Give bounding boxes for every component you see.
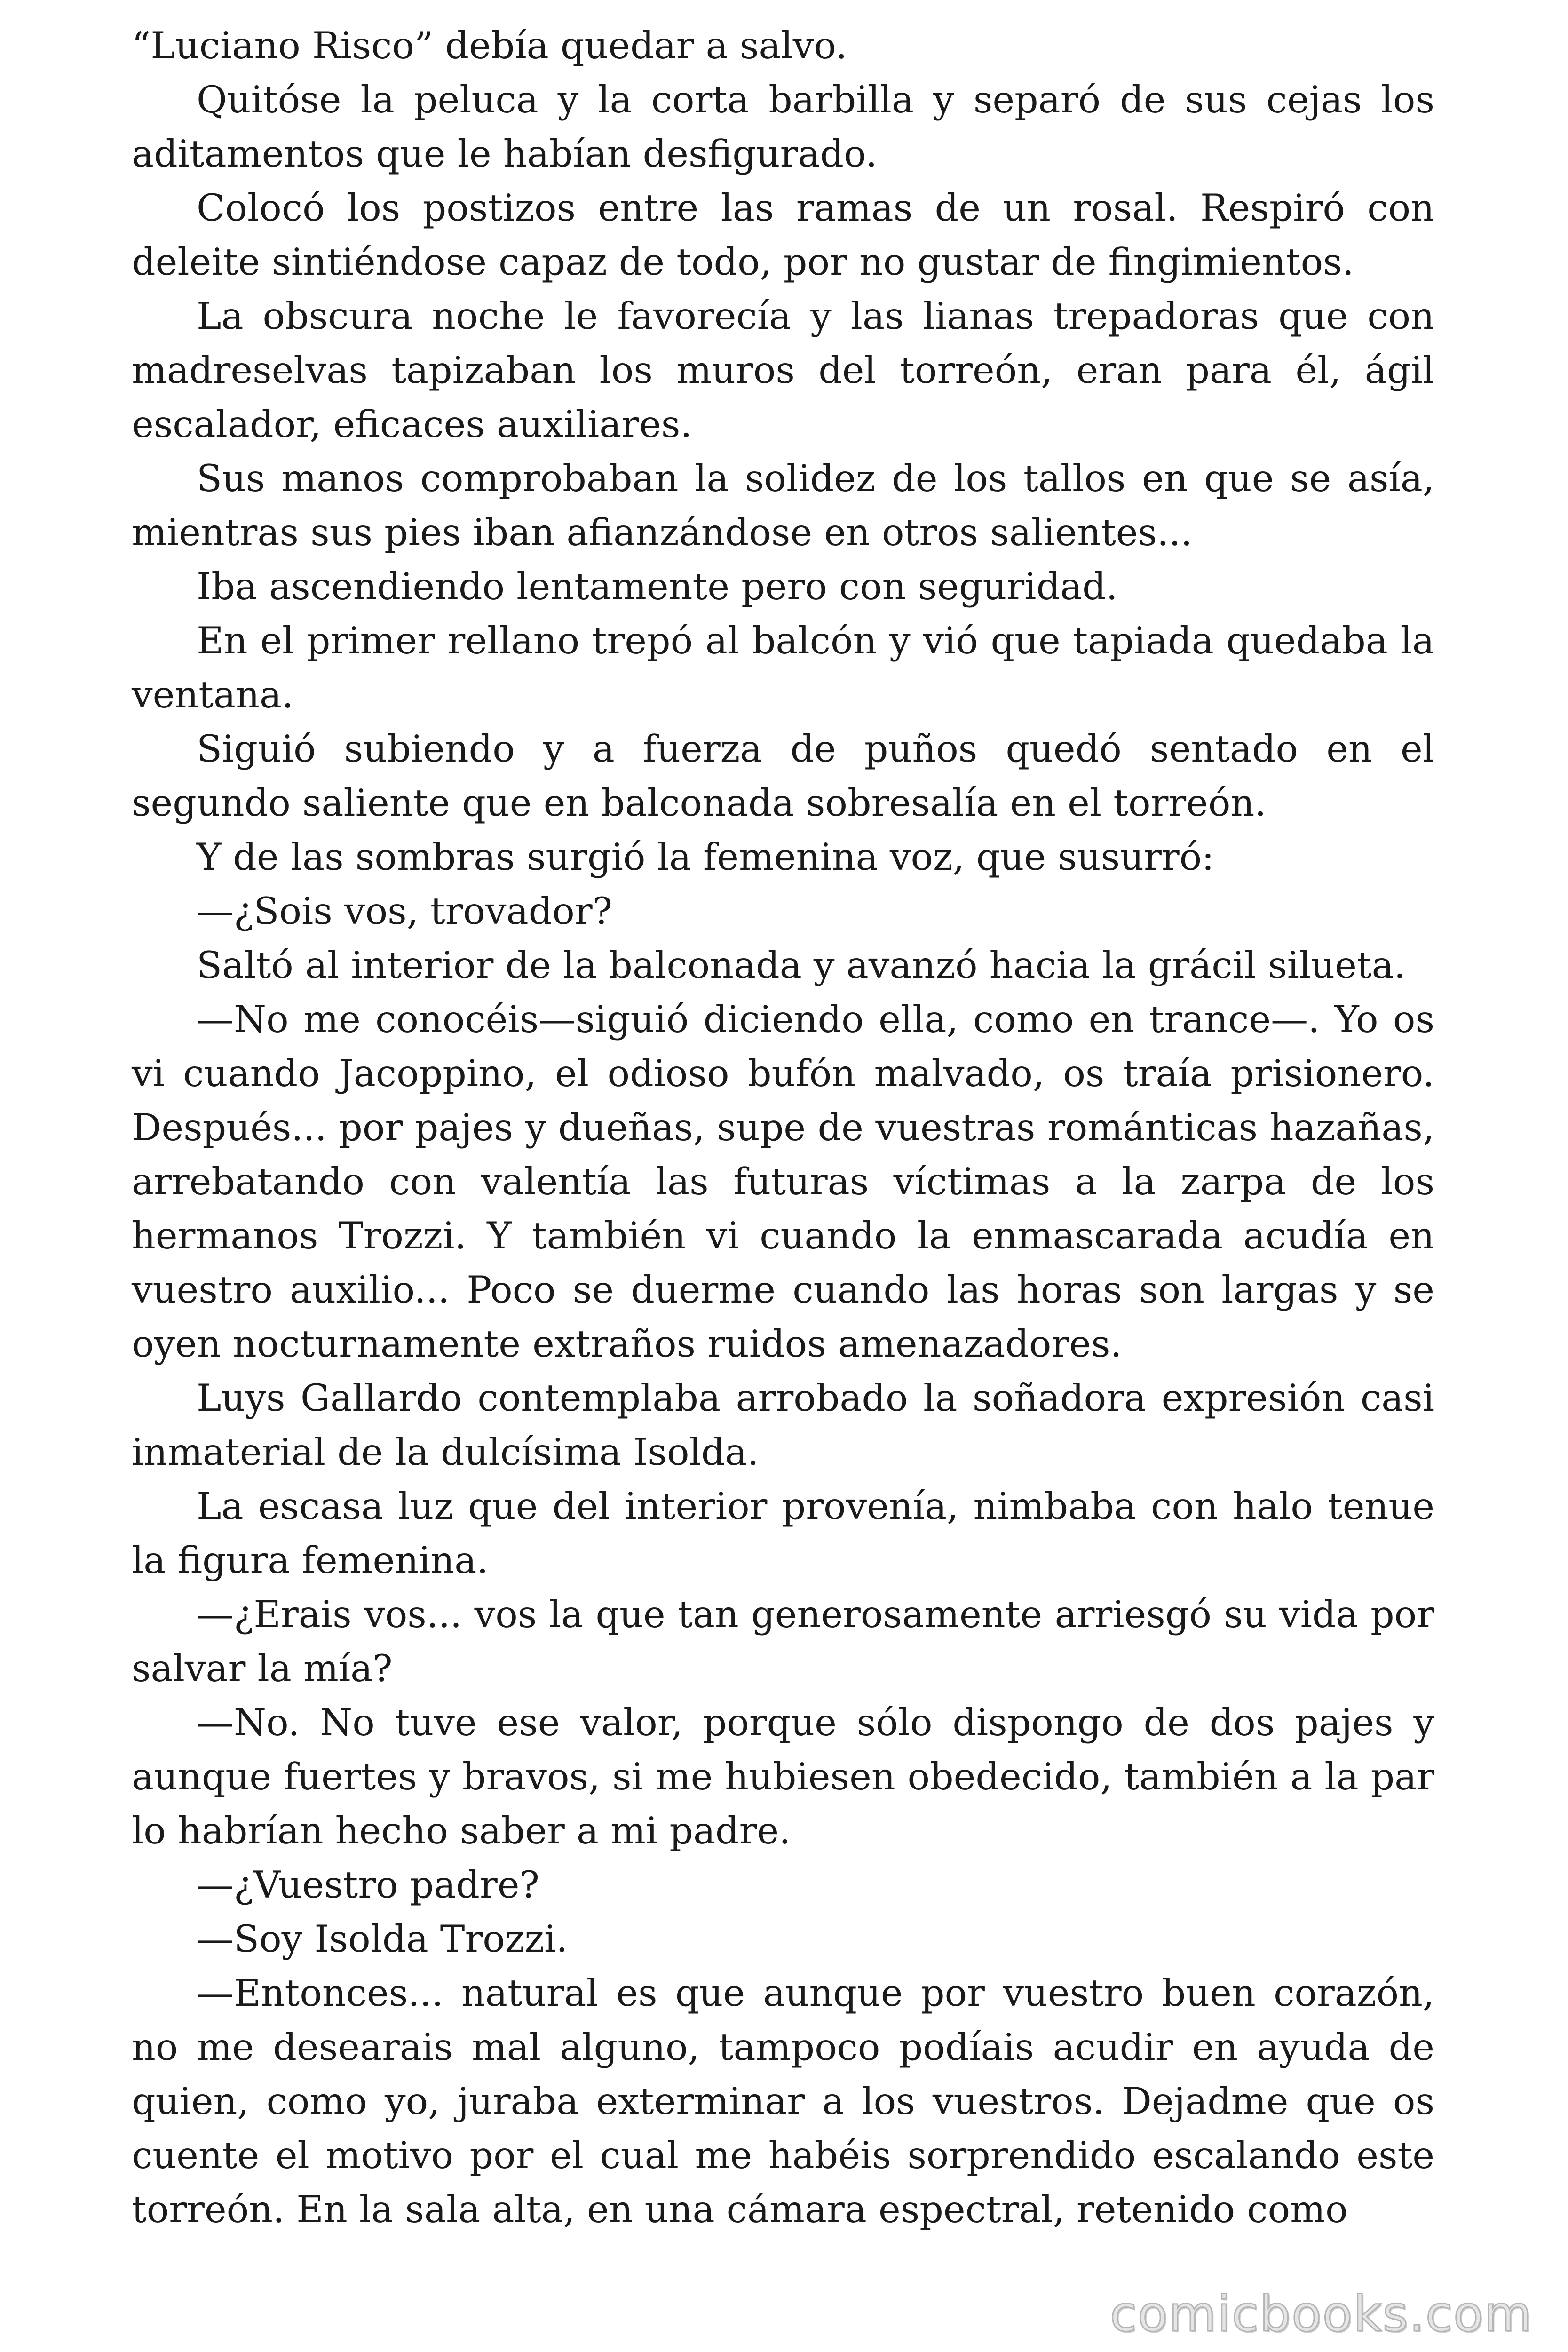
paragraph: “Luciano Risco” debía quedar a salvo. — [132, 24, 847, 67]
paragraph: Colocó los postizos entre las ramas de un rosal. Respiró con deleite sintiéndose capaz de todo, por no gustar de fingimientos. — [132, 186, 1434, 284]
paragraph: Quitóse la peluca y la corta barbilla y separó de sus cejas los aditamentos que le habían desfigurado. — [132, 78, 1434, 175]
paragraph: —¿Sois vos, trovador? — [197, 890, 612, 933]
text-column — [132, 19, 1434, 2237]
paragraph: Iba ascendiendo lentamente pero con seguridad. — [197, 565, 1118, 608]
paragraph: La obscura noche le favorecía y las lianas trepadoras que con madreselvas tapizaban los muros del torreón, eran para él, ágil escalador, eficaces auxiliares. — [132, 294, 1434, 446]
paragraph: En el primer rellano trepó al balcón y vió que tapiada quedaba la ventana. — [132, 619, 1434, 716]
paragraph: —Entonces... natural es que aunque por vuestro buen corazón, no me desearais mal alguno, tampoco podíais acudir en ayuda de quien, como yo, juraba exterminar a los vuestros. Dejadme que os cuente el motivo por el cual me habéis sorprendido escalando este torreón. En la sala alta, en una cámara espectral, retenido como — [132, 1971, 1434, 2231]
paragraph: —No me conocéis—siguió diciendo ella, como en trance—. Yo os vi cuando Jacoppino, el odioso bufón malvado, os traía prisionero. Después... por pajes y dueñas, supe de vuestras románticas hazañas, arrebatando con valentía las futuras víctimas a la zarpa de los hermanos Trozzi. Y también vi cuando la enmascarada acudía en vuestro auxilio... Poco se duerme cuando las horas son largas y se oyen nocturnamente extraños ruidos amenazadores. — [132, 998, 1434, 1366]
paragraph: Luys Gallardo contemplaba arrobado la soñadora expresión casi inmaterial de la dulcísima Isolda. — [132, 1376, 1434, 1474]
paragraph: La escasa luz que del interior provenía, nimbaba con halo tenue la figura femenina. — [132, 1485, 1434, 1582]
paragraph: —¿Vuestro padre? — [197, 1863, 539, 1907]
paragraph: Siguió subiendo y a fuerza de puños quedó sentado en el segundo saliente que en balconada sobresalía en el torreón. — [132, 727, 1434, 825]
paragraph: Saltó al interior de la balconada y avanzó hacia la grácil silueta. — [197, 944, 1406, 987]
paragraph: —Soy Isolda Trozzi. — [197, 1917, 568, 1961]
watermark: comicbooks.com — [1109, 2285, 1533, 2343]
paragraph: Sus manos comprobaban la solidez de los tallos en que se asía, mientras sus pies iban afianzándose en otros salientes... — [132, 457, 1434, 554]
paragraph: —¿Erais vos... vos la que tan generosamente arriesgó su vida por salvar la mía? — [132, 1593, 1434, 1690]
paragraph: —No. No tuve ese valor, porque sólo dispongo de dos pajes y aunque fuertes y bravos, si me hubiesen obedecido, también a la par lo habrían hecho saber a mi padre. — [132, 1701, 1434, 1852]
paragraph: Y de las sombras surgió la femenina voz, que susurró: — [197, 835, 1214, 879]
